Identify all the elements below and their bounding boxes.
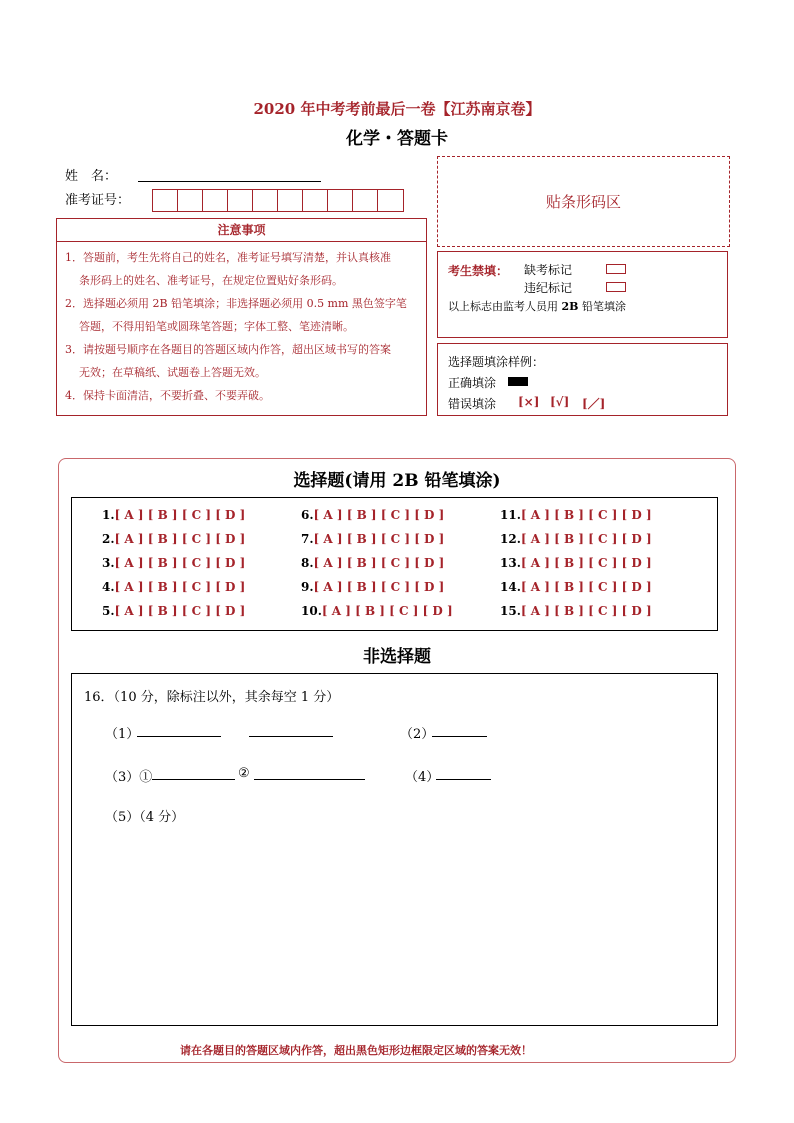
choice-question-row[interactable]: [301, 556, 444, 570]
question-number: 7.: [301, 532, 314, 546]
choice-question-row[interactable]: [102, 556, 245, 570]
choice-question-row[interactable]: [301, 580, 444, 594]
answer-options[interactable]: [ A ] [ B ] [ C ] [ D ]: [520, 532, 652, 546]
notice-item: 4．保持卡面清洁，不要折叠、不要弄破。: [65, 389, 270, 402]
notice-item: 1．答题前，考生先将自己的姓名，准考证号填写清楚，并认真核准: [65, 251, 391, 264]
part-5-answer-area[interactable]: [105, 830, 705, 1015]
choice-question-row[interactable]: [301, 532, 444, 546]
answer-options[interactable]: [ A ] [ B ] [ C ] [ D ]: [114, 532, 246, 546]
question-16-box: [71, 673, 718, 1026]
part-4-label: （4）: [405, 770, 440, 785]
barcode-area: [437, 156, 730, 247]
question-number: 2.: [102, 532, 115, 546]
id-digit-box[interactable]: [303, 190, 328, 211]
choice-question-row[interactable]: [500, 508, 652, 522]
question-number: 8.: [301, 556, 314, 570]
question-number: 12.: [500, 532, 521, 546]
absent-mark-box[interactable]: [606, 264, 626, 274]
answer-options[interactable]: [ A ] [ B ] [ C ] [ D ]: [114, 556, 246, 570]
choice-question-row[interactable]: [500, 556, 652, 570]
nonchoice-section-title: 非选择题: [363, 647, 431, 667]
question-number: 14.: [500, 580, 521, 594]
id-digit-box[interactable]: [203, 190, 228, 211]
violation-mark-box[interactable]: [606, 282, 626, 292]
answer-options[interactable]: [ A ] [ B ] [ C ] [ D ]: [313, 508, 445, 522]
question-number: 9.: [301, 580, 314, 594]
choice-grid: [71, 497, 718, 631]
fill-example-label: 选择题填涂样例：: [448, 355, 545, 369]
question-number: 10.: [301, 604, 322, 618]
id-digit-box[interactable]: [178, 190, 203, 211]
choice-question-row[interactable]: [102, 532, 245, 546]
part-2-label: （2）: [400, 727, 435, 742]
part-4-blank[interactable]: [436, 767, 491, 780]
choice-section-title: 选择题(请用 2B 铅笔填涂): [293, 471, 501, 491]
answer-options[interactable]: [ A ] [ B ] [ C ] [ D ]: [313, 580, 445, 594]
exam-title: 2020 年中考考前最后一卷【江苏南京卷】: [253, 100, 541, 118]
forbidden-box: [437, 251, 728, 338]
question-number: 13.: [500, 556, 521, 570]
notice-item: 答题，不得用铅笔或圆珠笔答题；字体工整、笔迹清晰。: [79, 320, 354, 333]
choice-question-row[interactable]: [500, 580, 652, 594]
question-number: 11.: [500, 508, 521, 522]
choice-question-row[interactable]: [102, 580, 245, 594]
notice-heading: 注意事项: [56, 218, 427, 242]
id-digit-box[interactable]: [378, 190, 403, 211]
choice-question-row[interactable]: [301, 604, 453, 618]
name-field[interactable]: [138, 164, 321, 182]
question-16-header: 16．（10 分，除标注以外，其余每空 1 分）: [84, 690, 340, 705]
notice-item: 2．选择题必须用 2B 铅笔填涂；非选择题必须用 0.5 mm 黑色签字笔: [65, 297, 407, 310]
question-number: 15.: [500, 604, 521, 618]
answer-options[interactable]: [ A ] [ B ] [ C ] [ D ]: [313, 556, 445, 570]
part-1-label: （1）: [105, 727, 140, 742]
answer-options[interactable]: [ A ] [ B ] [ C ] [ D ]: [114, 508, 246, 522]
wrong-mark-slash: [／]: [582, 397, 606, 411]
forbidden-label: 考生禁填：: [448, 264, 509, 278]
question-number: 1.: [102, 508, 115, 522]
id-digit-box[interactable]: [278, 190, 303, 211]
forbidden-note: [448, 298, 626, 314]
name-label: 姓 名：: [65, 169, 118, 184]
choice-question-row[interactable]: [301, 508, 444, 522]
choice-question-row[interactable]: [500, 604, 652, 618]
notice-box: [56, 242, 427, 416]
question-number: 3.: [102, 556, 115, 570]
question-number: 6.: [301, 508, 314, 522]
part-1-blank-a[interactable]: [137, 724, 221, 737]
note-text-end: 铅笔填涂: [578, 300, 626, 313]
barcode-label: 贴条形码区: [545, 193, 621, 211]
note-text: 以上标志由监考人员用: [448, 300, 562, 313]
question-number: 4.: [102, 580, 115, 594]
answer-options[interactable]: [ A ] [ B ] [ C ] [ D ]: [520, 556, 652, 570]
part-2-blank[interactable]: [432, 724, 487, 737]
id-number-boxes[interactable]: [152, 189, 404, 212]
part-5-label: （5）（4 分）: [105, 810, 185, 825]
id-digit-box[interactable]: [228, 190, 253, 211]
choice-question-row[interactable]: [102, 508, 245, 522]
violation-label: 违纪标记: [524, 281, 573, 295]
notice-item: 3．请按题号顺序在各题目的答题区域内作答，超出区域书写的答案: [65, 343, 391, 356]
id-digit-box[interactable]: [153, 190, 178, 211]
correct-fill-label: 正确填涂: [448, 376, 497, 390]
id-digit-box[interactable]: [328, 190, 353, 211]
part-1-blank-b[interactable]: [249, 724, 333, 737]
choice-question-row[interactable]: [102, 604, 245, 618]
answer-options[interactable]: [ A ] [ B ] [ C ] [ D ]: [520, 508, 652, 522]
absent-label: 缺考标记: [524, 263, 573, 277]
wrong-fill-label: 错误填涂: [448, 397, 497, 411]
card-subtitle: 化学・答题卡: [346, 129, 448, 149]
answer-options[interactable]: [ A ] [ B ] [ C ] [ D ]: [114, 580, 246, 594]
answer-options[interactable]: [ A ] [ B ] [ C ] [ D ]: [520, 580, 652, 594]
id-label: 准考证号：: [65, 193, 131, 208]
id-digit-box[interactable]: [353, 190, 378, 211]
notice-item: 条形码上的姓名、准考证号，在规定位置贴好条形码。: [79, 274, 343, 287]
answer-options[interactable]: [ A ] [ B ] [ C ] [ D ]: [321, 604, 453, 618]
id-digit-box[interactable]: [253, 190, 278, 211]
choice-question-row[interactable]: [500, 532, 652, 546]
notice-item: 无效；在草稿纸、试题卷上答题无效。: [79, 366, 266, 379]
fill-example-box: [437, 343, 728, 416]
part-3-blank-1[interactable]: [152, 767, 235, 780]
part-3-label-2: ②: [238, 766, 250, 781]
footer-note: 请在各题目的答题区域内作答，超出黑色矩形边框限定区域的答案无效！: [180, 1044, 532, 1057]
wrong-mark-check: [√]: [550, 395, 570, 409]
answer-options[interactable]: [ A ] [ B ] [ C ] [ D ]: [114, 604, 246, 618]
note-bold-text: 2B: [561, 300, 579, 313]
question-number: 5.: [102, 604, 115, 618]
wrong-mark-cross: [×]: [518, 395, 540, 409]
part-3-label: （3）①: [105, 770, 153, 785]
answer-options[interactable]: [ A ] [ B ] [ C ] [ D ]: [313, 532, 445, 546]
correct-fill-sample: [508, 377, 528, 386]
part-3-blank-2[interactable]: [254, 767, 365, 780]
answer-options[interactable]: [ A ] [ B ] [ C ] [ D ]: [520, 604, 652, 618]
